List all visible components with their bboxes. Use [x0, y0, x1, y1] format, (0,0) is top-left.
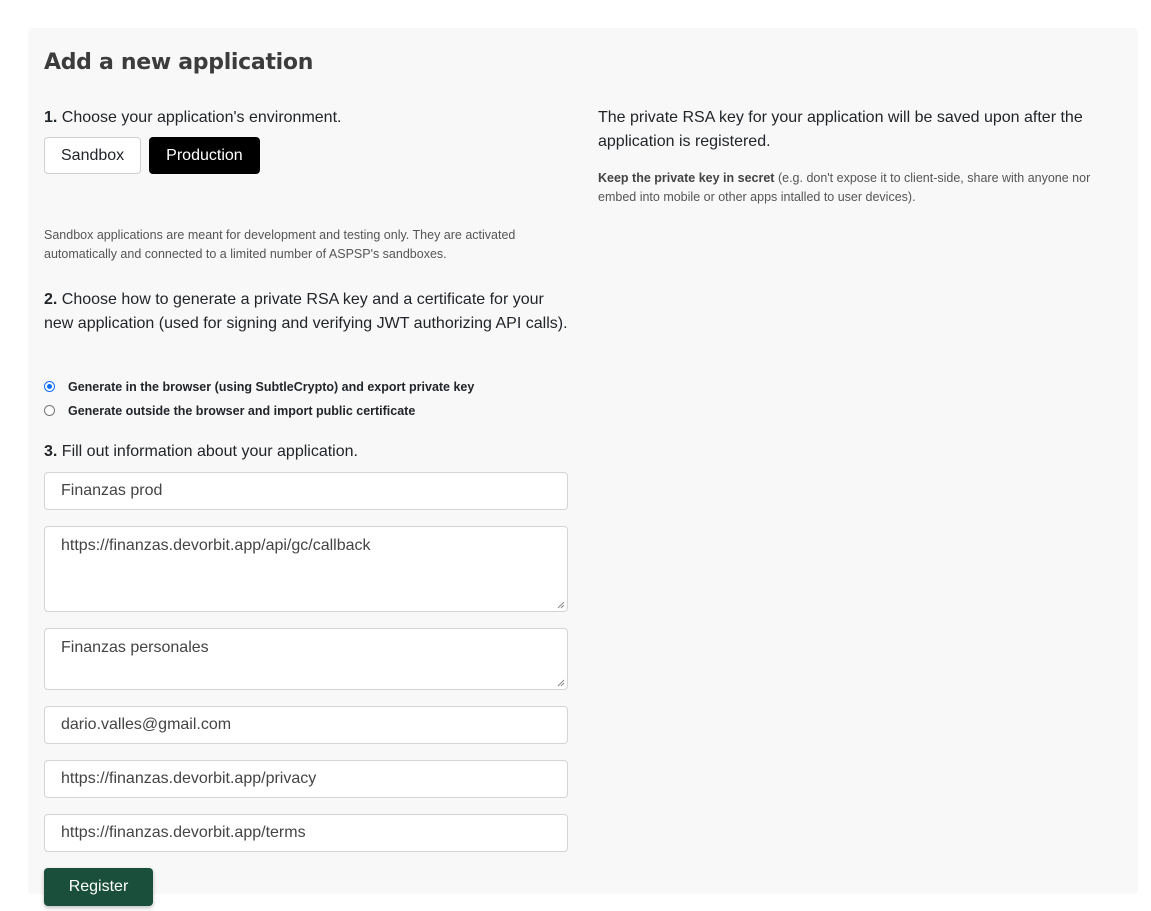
terms-url-input[interactable] — [44, 814, 568, 852]
private-key-warning-text: (e.g. don't expose it to client-side, share with anyone nor embed into mobile or other apps intalled to user devices). — [598, 171, 1091, 204]
email-input[interactable] — [44, 706, 568, 744]
resize-handle-icon[interactable] — [557, 679, 565, 687]
private-key-info: The private RSA key for your application will be saved upon after the application is registered. — [598, 109, 1083, 150]
privacy-url-input[interactable] — [44, 760, 568, 798]
radio-generate-in-browser[interactable] — [44, 380, 474, 394]
step-3-heading — [44, 440, 358, 464]
new-application-panel — [28, 28, 1138, 894]
resize-handle-icon[interactable] — [557, 601, 565, 609]
sandbox-button[interactable]: Sandbox — [44, 137, 141, 174]
info-column — [598, 106, 1118, 204]
register-button[interactable]: Register — [44, 868, 153, 906]
step-1-heading — [44, 106, 341, 130]
step-2-number: 2. — [44, 291, 58, 308]
radio-checked-icon[interactable] — [44, 381, 55, 392]
radio-unchecked-icon[interactable] — [44, 405, 55, 416]
step-3-text: Fill out information about your application. — [61, 443, 358, 460]
page-title: Add a new application — [44, 50, 314, 75]
step-2-text: Choose how to generate a private RSA key and a certificate for your new application (used for signing and verifying JWT authorizing API calls). — [44, 291, 568, 332]
radio-generate-outside-browser[interactable] — [44, 404, 415, 418]
environment-toggle — [44, 137, 260, 174]
redirect-urls-value: https://finanzas.devorbit.app/api/gc/callback — [61, 537, 371, 554]
step-2-heading — [44, 288, 568, 336]
radio-generate-in-browser-label[interactable]: Generate in the browser (using SubtleCrypto) and export private key — [68, 380, 475, 394]
description-value: Finanzas personales — [61, 639, 209, 656]
private-key-warning — [598, 169, 1118, 207]
radio-generate-outside-browser-label[interactable]: Generate outside the browser and import public certificate — [68, 404, 416, 418]
privacy-url-value: https://finanzas.devorbit.app/privacy — [61, 770, 317, 787]
app-name-input[interactable] — [44, 472, 568, 510]
sandbox-note: Sandbox applications are meant for development and testing only. They are activated automatically and connected to a limited number of ASPSP's sandboxes. — [44, 228, 516, 261]
terms-url-value: https://finanzas.devorbit.app/terms — [61, 824, 306, 841]
app-name-value: Finanzas prod — [61, 482, 163, 499]
description-textarea[interactable] — [44, 628, 568, 690]
step-1-number: 1. — [44, 109, 58, 126]
private-key-warning-bold: Keep the private key in secret — [598, 171, 775, 185]
email-value: dario.valles@gmail.com — [61, 716, 232, 733]
step-3-number: 3. — [44, 443, 58, 460]
redirect-urls-textarea[interactable] — [44, 526, 568, 612]
step-1-text: Choose your application's environment. — [61, 109, 342, 126]
production-button[interactable]: Production — [149, 137, 260, 174]
